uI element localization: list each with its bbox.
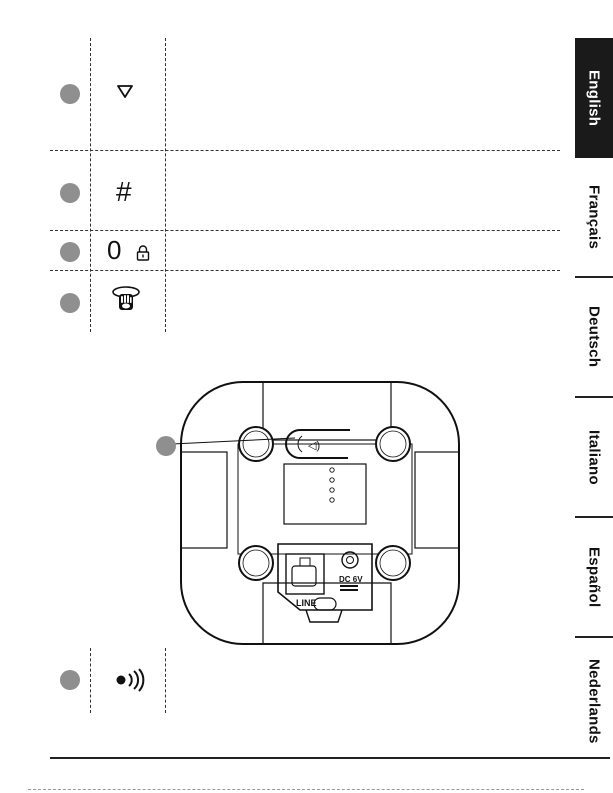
callout-bullet xyxy=(60,670,80,690)
column-divider xyxy=(165,38,166,332)
callout-bullet xyxy=(60,242,80,262)
page-signal-icon xyxy=(115,668,145,692)
row-divider xyxy=(50,230,560,231)
end-call-hand-icon xyxy=(110,284,142,316)
language-tab-nederlands[interactable]: Nederlands xyxy=(585,659,603,744)
zero-key-icon: 0 xyxy=(107,235,122,265)
callout-bullet xyxy=(60,293,80,313)
callout-bullet xyxy=(60,183,80,203)
key-description-table xyxy=(50,38,560,332)
row-divider xyxy=(50,270,560,271)
column-divider xyxy=(165,648,166,713)
line-port-label: LINE xyxy=(296,598,317,608)
language-sidebar xyxy=(575,38,613,765)
page-bottom-rule xyxy=(50,757,610,759)
language-tab-espanol[interactable]: Español xyxy=(585,546,603,608)
column-divider xyxy=(90,648,91,713)
callout-bullet xyxy=(156,436,176,456)
hash-key-icon: # xyxy=(116,176,132,207)
page-button-glyph-icon: ◁) xyxy=(308,440,321,452)
language-tab-francais[interactable]: Français xyxy=(585,184,603,250)
language-tab-italiano[interactable]: Italiano xyxy=(585,429,603,485)
column-divider xyxy=(90,38,91,332)
language-tab-deutsch[interactable]: Deutsch xyxy=(585,306,603,368)
callout-bullet xyxy=(60,84,80,104)
triangle-down-icon xyxy=(116,84,134,100)
base-station-bottom-illustration xyxy=(150,378,466,650)
page-crop-line xyxy=(28,789,584,790)
power-port-label: DC 6V xyxy=(339,575,363,584)
language-tab-english[interactable]: English xyxy=(575,38,613,158)
row-divider xyxy=(50,150,560,151)
lock-icon xyxy=(136,245,150,261)
